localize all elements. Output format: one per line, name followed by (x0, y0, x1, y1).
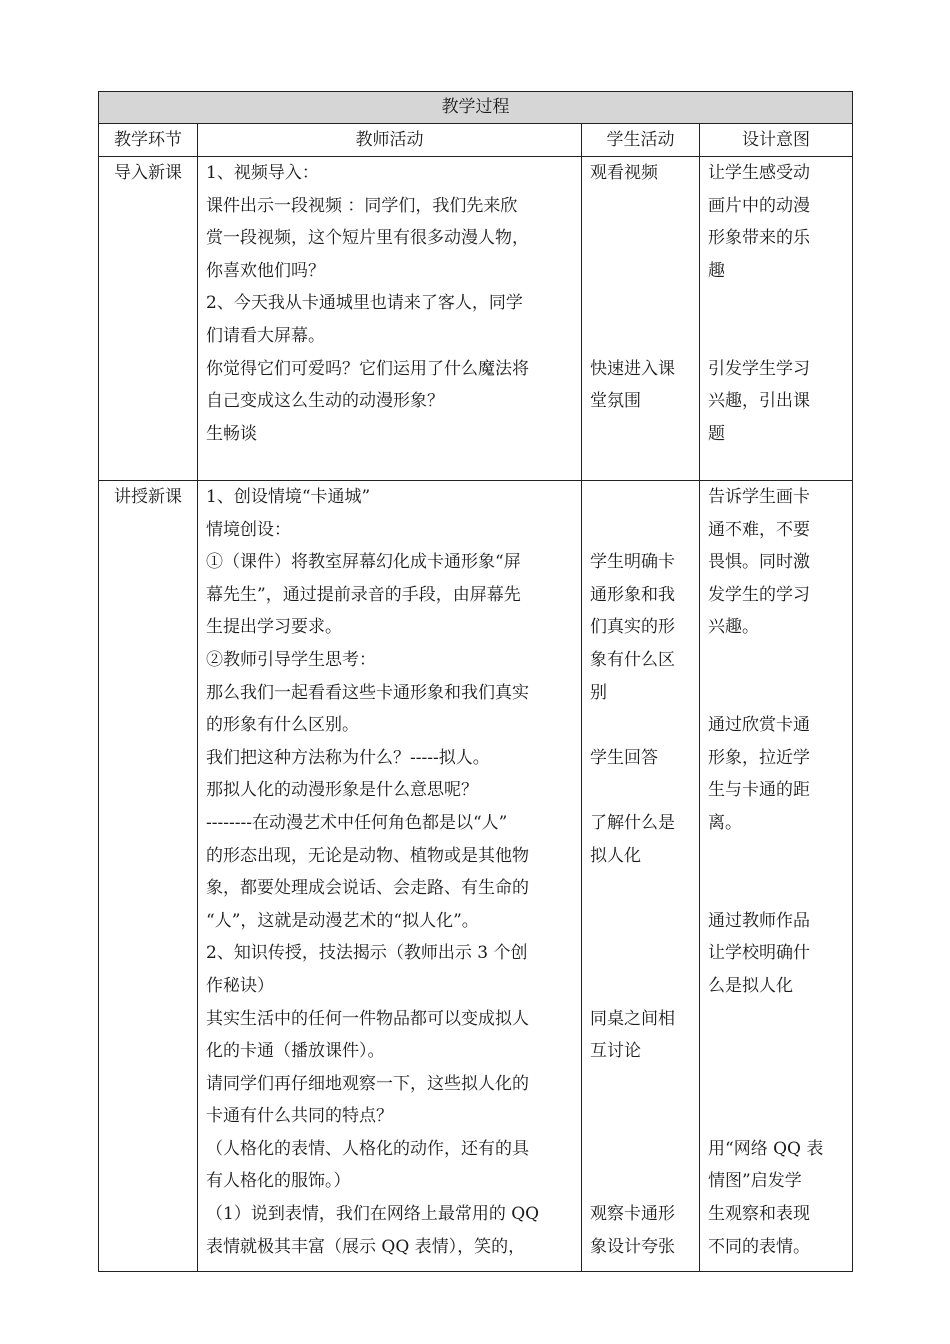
text-line: 课件出示一段视频 ：同学们，我们先来欣 (206, 195, 518, 216)
text-line: ①（课件）将教室屏幕幻化成卡通形象“屏 (206, 552, 521, 573)
text-line: 那么我们一起看看这些卡通形象和我们真实 (206, 682, 529, 703)
text-line: 通过欣赏卡通 (708, 715, 810, 736)
text-line: 们请看大屏幕。 (206, 325, 325, 346)
text-line: 请同学们再仔细地观察一下，这些拟人化的 (206, 1073, 529, 1094)
text-line: 引发学生学习 (708, 358, 810, 379)
text-line: --------在动漫艺术中任何角色都是以“人” (206, 812, 508, 833)
text-line: 发学生的学习 (708, 584, 810, 605)
blank-line (590, 287, 691, 320)
design-intent-cell (700, 157, 853, 481)
blank-line (590, 970, 691, 1003)
text-line: 象，都要处理成会说话、会走路、有生命的 (206, 878, 529, 899)
text-line: 趣 (708, 260, 725, 281)
blank-line (590, 905, 691, 938)
blank-line (708, 287, 844, 320)
text-line: 其实生活中的任何一件物品都可以变成拟人 (206, 1008, 529, 1029)
text-line: 象设计夸张 (590, 1236, 675, 1257)
blank-line (590, 190, 691, 223)
text-line: 画片中的动漫 (708, 195, 810, 216)
text-line: 通不难，不要 (708, 519, 810, 540)
text-line: 学生回答 (590, 747, 658, 768)
text-line: 象有什么区 (590, 649, 675, 670)
text-line: 让学校明确什 (708, 943, 810, 964)
text-line: 同桌之间相 (590, 1008, 675, 1029)
text-line: 生畅谈 (206, 423, 257, 444)
stage-cell: 导入新课 (99, 157, 198, 481)
text-line: 2、知识传授，技法揭示（教师出示 3 个创 (206, 943, 528, 964)
blank-line (590, 1068, 691, 1101)
text-line: 1、视频导入： (206, 163, 319, 183)
blank-line (590, 774, 691, 807)
text-line: 2、今天我从卡通城里也请来了客人，同学 (206, 293, 523, 314)
text-line: 表情就极其丰富（展示 QQ 表情），笑的， (206, 1236, 526, 1257)
text-line: 赏一段视频，这个短片里有很多动漫人物， (206, 228, 529, 249)
text-line: 通形象和我 (590, 584, 675, 605)
blank-line (708, 320, 844, 353)
teacher-activity-cell (198, 481, 582, 1272)
blank-line (708, 840, 844, 873)
header-row (99, 124, 853, 157)
student-activity-cell (582, 481, 700, 1272)
blank-line (708, 1100, 844, 1133)
header-stage: 教学环节 (99, 124, 198, 157)
text-line: 幕先生”，通过提前录音的手段，由屏幕先 (206, 584, 521, 605)
text-line: 你觉得它们可爱吗？它们运用了什么魔法将 (206, 358, 529, 379)
blank-line (590, 709, 691, 742)
blank-line (590, 222, 691, 255)
student-activity-cell (582, 157, 700, 481)
blank-line (590, 320, 691, 353)
text-line: 情图”启发学 (708, 1171, 802, 1192)
blank-line (590, 1133, 691, 1166)
text-line: 作秘诀） (206, 975, 274, 996)
text-line: 互讨论 (590, 1041, 641, 1062)
text-line: 形象带来的乐 (708, 228, 810, 249)
stage-cell: 讲授新课 (99, 481, 198, 1272)
blank-line (708, 677, 844, 710)
blank-line (708, 644, 844, 677)
text-line: 兴趣。 (708, 617, 759, 638)
text-line: 1、创设情境“卡通城” (206, 487, 371, 507)
text-line: 的形态出现，无论是动物、植物或是其他物 (206, 845, 529, 866)
table-title: 教学过程 (99, 92, 853, 124)
text-line: 我们把这种方法称为什么？-----拟人。 (206, 747, 490, 768)
text-line: 畏惧。同时激 (708, 552, 810, 573)
text-line: 让学生感受动 (708, 163, 810, 183)
text-line: 兴趣，引出课 (708, 391, 810, 412)
text-line: 快速进入课 (590, 358, 675, 379)
header-teacher-activity: 教师活动 (198, 124, 582, 157)
text-line: 们真实的形 (590, 617, 675, 638)
text-line: 题 (708, 423, 725, 444)
text-line: 生提出学习要求。 (206, 617, 342, 638)
text-line: （1）说到表情，我们在网络上最常用的 QQ (206, 1204, 540, 1225)
blank-line (590, 1100, 691, 1133)
text-line: 你喜欢他们吗？ (206, 260, 325, 281)
teacher-activity-cell (198, 157, 582, 481)
text-line: 告诉学生画卡 (708, 487, 810, 507)
blank-line (590, 481, 691, 514)
blank-line (590, 1165, 691, 1198)
header-design-intent: 设计意图 (700, 124, 853, 157)
text-line: ②教师引导学生思考： (206, 649, 376, 670)
text-line: 用“网络 QQ 表 (708, 1138, 824, 1159)
text-line: 么是拟人化 (708, 975, 793, 996)
text-line: 化的卡通（播放课件）。 (206, 1041, 385, 1062)
text-line: 拟人化 (590, 845, 641, 866)
blank-line (708, 1003, 844, 1036)
blank-line (708, 1068, 844, 1101)
text-line: 生观察和表现 (708, 1204, 810, 1225)
text-line: 通过教师作品 (708, 910, 810, 931)
table-row (99, 481, 853, 1272)
text-line: 观察卡通形 (590, 1204, 675, 1225)
text-line: 了解什么是 (590, 812, 675, 833)
text-line: 有人格化的服饰。） (206, 1171, 351, 1192)
text-line: 别 (590, 682, 607, 703)
blank-line (708, 872, 844, 905)
text-line: 形象，拉近学 (708, 747, 810, 768)
blank-line (590, 255, 691, 288)
text-line: （人格化的表情、人格化的动作，还有的具 (206, 1138, 529, 1159)
text-line: 自己变成这么生动的动漫形象？ (206, 391, 444, 412)
text-line: 离。 (708, 812, 742, 833)
blank-line (708, 1035, 844, 1068)
text-line: 不同的表情。 (708, 1236, 810, 1257)
text-line: 那拟人化的动漫形象是什么意思呢？ (206, 780, 478, 801)
header-student-activity: 学生活动 (582, 124, 700, 157)
text-line: 生与卡通的距 (708, 780, 810, 801)
text-line: 情境创设： (206, 519, 291, 540)
text-line: 卡通有什么共同的特点？ (206, 1106, 393, 1127)
design-intent-cell (700, 481, 853, 1272)
blank-line (590, 872, 691, 905)
text-line: 的形象有什么区别。 (206, 715, 359, 736)
text-line: 堂氛围 (590, 391, 641, 412)
blank-line (590, 937, 691, 970)
text-line: 学生明确卡 (590, 552, 675, 573)
text-line: “人”，这就是动漫艺术的“拟人化”。 (206, 910, 479, 931)
teaching-process-table (98, 91, 853, 1272)
table-row (99, 157, 853, 481)
text-line: 观看视频 (590, 163, 658, 183)
blank-line (590, 514, 691, 547)
